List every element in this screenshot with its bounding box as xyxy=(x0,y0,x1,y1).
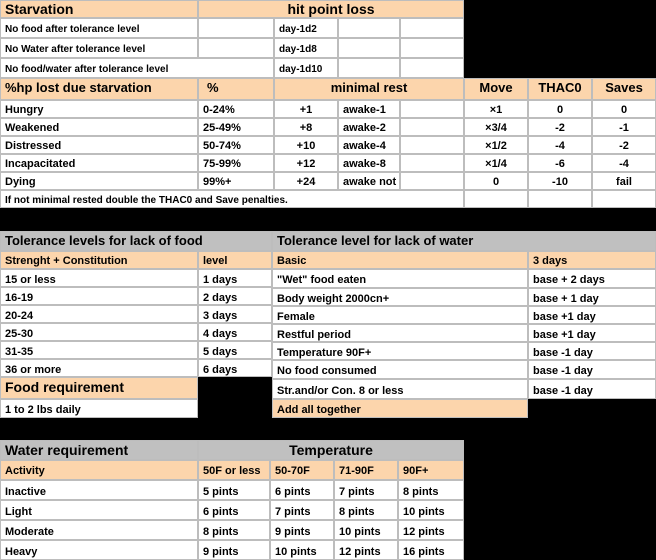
stage-thac0: -2 xyxy=(528,118,592,136)
water-condition: Temperature 90F+ xyxy=(272,342,528,360)
water-pints: 6 pints xyxy=(198,500,270,520)
water-pints: 10 pints xyxy=(270,540,334,560)
food-range: 25-30 xyxy=(0,323,198,341)
stage-name: Distressed xyxy=(0,136,198,154)
food-level: 2 days xyxy=(198,287,272,305)
water-condition: Restful period xyxy=(272,324,528,342)
stage-rest-bonus: +8 xyxy=(274,118,338,136)
water-pints: 10 pints xyxy=(398,500,464,520)
stage-saves: fail xyxy=(592,172,656,190)
water-tolerance-col1: Basic xyxy=(272,251,528,269)
water-modifier: base -1 day xyxy=(528,379,656,399)
water-modifier: base +1 day xyxy=(528,324,656,342)
stage-thac0: -4 xyxy=(528,136,592,154)
blank-cell xyxy=(198,18,274,38)
water-pints: 8 pints xyxy=(398,480,464,500)
tolerance-value-foodwater: day-1d10 xyxy=(274,58,338,78)
tolerance-value-food: day-1d2 xyxy=(274,18,338,38)
stage-thac0: -6 xyxy=(528,154,592,172)
hit-point-loss-header: hit point loss xyxy=(198,0,464,18)
stages-note: If not minimal rested double the THAC0 and Save penalties. xyxy=(0,190,464,208)
food-range: 31-35 xyxy=(0,341,198,359)
water-pints: 8 pints xyxy=(198,520,270,540)
stage-move: 0 xyxy=(464,172,528,190)
blank-cell xyxy=(338,38,400,58)
blank-cell xyxy=(400,38,464,58)
stage-thac0: -10 xyxy=(528,172,592,190)
food-range: 20-24 xyxy=(0,305,198,323)
food-level: 4 days xyxy=(198,323,272,341)
stage-thac0: 0 xyxy=(528,100,592,118)
stage-saves: -4 xyxy=(592,154,656,172)
blank-cell xyxy=(338,58,400,78)
tolerance-label-food: No food after tolerance level xyxy=(0,18,198,38)
food-range: 36 or more xyxy=(0,359,198,377)
stages-header-thac0: THAC0 xyxy=(528,78,592,100)
water-tolerance-title: Tolerance level for lack of water xyxy=(272,231,656,251)
stage-rest-bonus: +1 xyxy=(274,100,338,118)
stage-move: ×1/4 xyxy=(464,154,528,172)
water-modifier: base +1 day xyxy=(528,306,656,324)
water-condition: Body weight 2000cn+ xyxy=(272,288,528,306)
stage-move: ×1/2 xyxy=(464,136,528,154)
stage-saves: 0 xyxy=(592,100,656,118)
water-requirement-title: Water requirement xyxy=(0,440,198,460)
food-level: 6 days xyxy=(198,359,272,377)
water-pints: 8 pints xyxy=(334,500,398,520)
water-condition: No food consumed xyxy=(272,360,528,379)
water-pints: 7 pints xyxy=(270,500,334,520)
food-tolerance-title: Tolerance levels for lack of food xyxy=(0,231,272,251)
stage-pct: 25-49% xyxy=(198,118,274,136)
water-condition: "Wet" food eaten xyxy=(272,269,528,288)
temp-col-header: 90F+ xyxy=(398,460,464,480)
food-tolerance-col1: Strenght + Constitution xyxy=(0,251,198,269)
stage-rest-bonus: +24 xyxy=(274,172,338,190)
activity-name: Moderate xyxy=(0,520,198,540)
water-modifier: base -1 day xyxy=(528,342,656,360)
water-pints: 7 pints xyxy=(334,480,398,500)
water-pints: 12 pints xyxy=(398,520,464,540)
starvation-title: Starvation xyxy=(0,0,198,18)
stage-pct: 0-24% xyxy=(198,100,274,118)
temp-col-header: 50F or less xyxy=(198,460,270,480)
food-level: 3 days xyxy=(198,305,272,323)
stages-header-name: %hp lost due starvation xyxy=(0,78,198,100)
blank-cell xyxy=(400,100,464,118)
food-requirement-title: Food requirement xyxy=(0,377,198,399)
food-level: 1 days xyxy=(198,269,272,287)
food-range: 15 or less xyxy=(0,269,198,287)
blank-cell xyxy=(400,58,464,78)
tolerance-value-water: day-1d8 xyxy=(274,38,338,58)
blank-cell xyxy=(464,190,528,208)
water-pints: 5 pints xyxy=(198,480,270,500)
stage-name: Hungry xyxy=(0,100,198,118)
blank-cell xyxy=(400,118,464,136)
stage-name: Incapacitated xyxy=(0,154,198,172)
blank-cell xyxy=(400,154,464,172)
tolerance-label-water: No Water after tolerance level xyxy=(0,38,198,58)
blank-cell xyxy=(528,190,592,208)
stage-move: ×1 xyxy=(464,100,528,118)
water-pints: 12 pints xyxy=(334,540,398,560)
water-pints: 16 pints xyxy=(398,540,464,560)
water-modifier: base -1 day xyxy=(528,360,656,379)
water-modifier: base + 1 day xyxy=(528,288,656,306)
stages-header-move: Move xyxy=(464,78,528,100)
blank-cell xyxy=(400,18,464,38)
temperature-header: Temperature xyxy=(198,440,464,460)
water-tolerance-footer: Add all together xyxy=(272,399,528,418)
activity-header: Activity xyxy=(0,460,198,480)
stage-pct: 50-74% xyxy=(198,136,274,154)
blank-cell xyxy=(400,136,464,154)
stage-rest: awake-1 xyxy=(338,100,400,118)
food-requirement-value: 1 to 2 lbs daily xyxy=(0,399,198,418)
blank-cell xyxy=(338,18,400,38)
stage-name: Weakened xyxy=(0,118,198,136)
blank-cell xyxy=(400,172,464,190)
stages-header-pct: % xyxy=(198,78,274,100)
water-condition: Str.and/or Con. 8 or less xyxy=(272,379,528,399)
stage-rest-bonus: +12 xyxy=(274,154,338,172)
food-range: 16-19 xyxy=(0,287,198,305)
water-tolerance-col2: 3 days xyxy=(528,251,656,269)
food-tolerance-col2: level xyxy=(198,251,272,269)
blank-cell xyxy=(198,38,274,58)
temp-col-header: 50-70F xyxy=(270,460,334,480)
food-level: 5 days xyxy=(198,341,272,359)
stage-pct: 99%+ xyxy=(198,172,274,190)
water-pints: 9 pints xyxy=(198,540,270,560)
water-pints: 6 pints xyxy=(270,480,334,500)
temp-col-header: 71-90F xyxy=(334,460,398,480)
stage-pct: 75-99% xyxy=(198,154,274,172)
stages-header-saves: Saves xyxy=(592,78,656,100)
water-pints: 10 pints xyxy=(334,520,398,540)
water-pints: 9 pints xyxy=(270,520,334,540)
stage-rest: awake not xyxy=(338,172,400,190)
stage-rest: awake-4 xyxy=(338,136,400,154)
water-condition: Female xyxy=(272,306,528,324)
water-modifier: base + 2 days xyxy=(528,269,656,288)
stage-rest: awake-2 xyxy=(338,118,400,136)
blank-cell xyxy=(592,190,656,208)
stage-saves: -1 xyxy=(592,118,656,136)
activity-name: Heavy xyxy=(0,540,198,560)
stage-rest-bonus: +10 xyxy=(274,136,338,154)
stage-name: Dying xyxy=(0,172,198,190)
stage-rest: awake-8 xyxy=(338,154,400,172)
activity-name: Inactive xyxy=(0,480,198,500)
stages-header-rest: minimal rest xyxy=(274,78,464,100)
stage-saves: -2 xyxy=(592,136,656,154)
stage-move: ×3/4 xyxy=(464,118,528,136)
tolerance-label-foodwater: No food/water after tolerance level xyxy=(0,58,274,78)
activity-name: Light xyxy=(0,500,198,520)
